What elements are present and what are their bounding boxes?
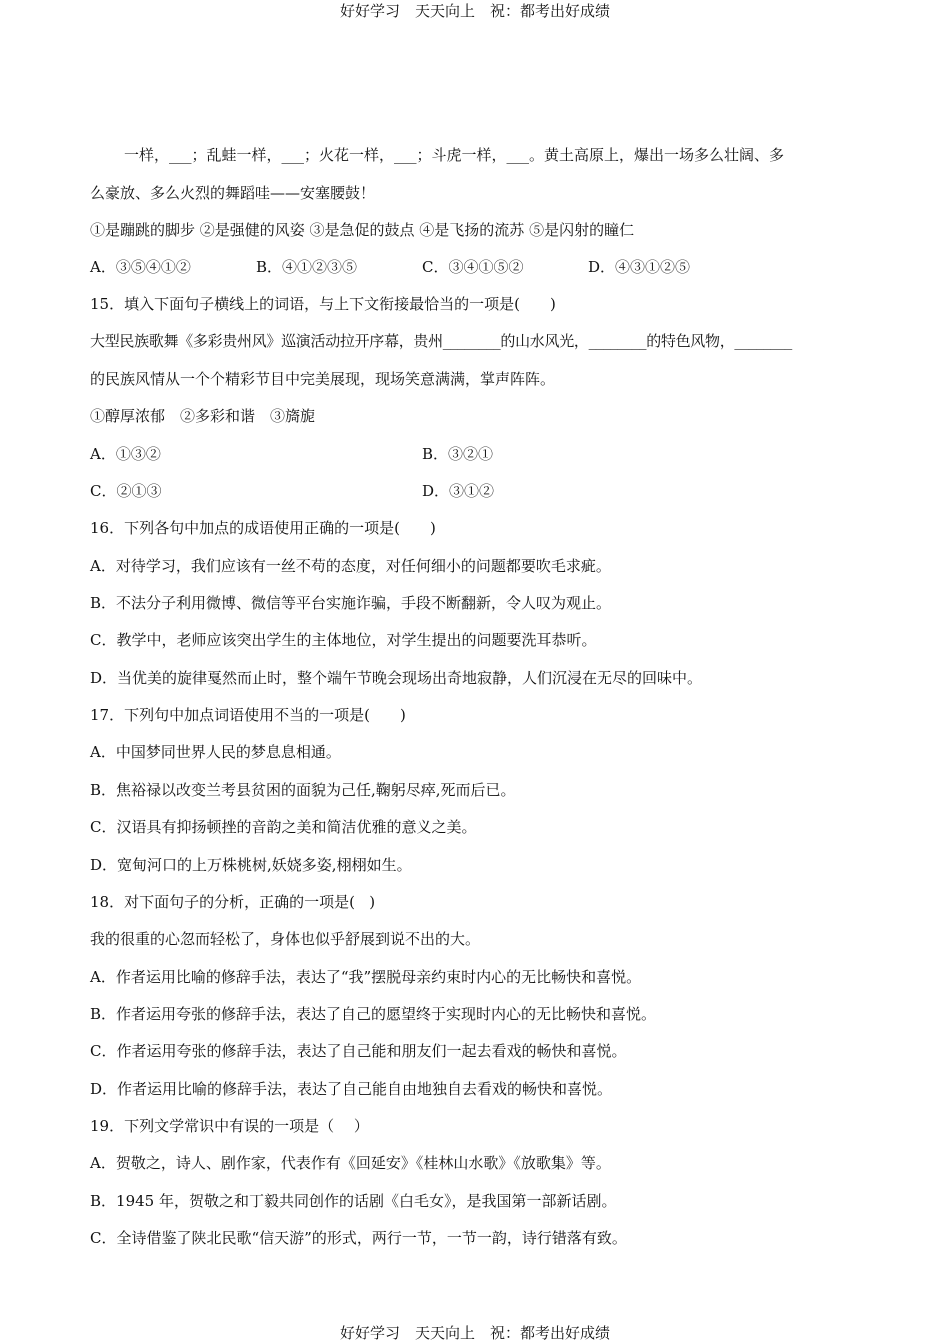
q17-option-b: B．焦裕禄以改变兰考县贫困的面貌为己任,鞠躬尽瘁,死而后已。 [90,781,516,799]
q16-option-d: D．当优美的旋律戛然而止时，整个端午节晚会现场出奇地寂静，人们沉浸在无尽的回味中。 [90,669,703,687]
q17-option-d: D．宽甸河口的上万株桃树,妖娆多姿,栩栩如生。 [90,856,412,874]
q19-option-b: B．1945 年，贺敬之和丁毅共同创作的话剧《白毛女》，是我国第一部新话剧。 [90,1192,617,1210]
q14-option-d: D．④③①②⑤ [588,258,691,276]
q18-option-a: A．作者运用比喻的修辞手法，表达了“我”摆脱母亲约束时内心的无比畅快和喜悦。 [90,968,642,986]
q15-text-line2: 的民族风情从一个个精彩节目中完美展现，现场笑意满满，掌声阵阵。 [90,370,556,388]
q14-choices: ①是蹦跳的脚步 ②是强健的风姿 ③是急促的鼓点 ④是飞扬的流苏 ⑤是闪射的瞳仁 [90,221,635,239]
q19-stem: 19．下列文学常识中有误的一项是（ ） [90,1117,369,1135]
q14-option-c: C．③④①⑤② [422,258,524,276]
q19-option-a: A．贺敬之，诗人、剧作家，代表作有《回延安》《桂林山水歌》《放歌集》等。 [90,1154,611,1172]
q14-text-line1: 一样，___；乱蛙一样，___；火花一样，___；斗虎一样，___。黄土高原上，爆出一场多么壮阔、多 [124,146,785,164]
page-footer: 好好学习 天天向上 祝：都考出好成绩 [339,1324,610,1342]
q17-option-c: C．汉语具有抑扬顿挫的音韵之美和简洁优雅的意义之美。 [90,818,477,836]
q19-option-c: C．全诗借鉴了陕北民歌“信天游”的形式，两行一节，一节一韵，诗行错落有致。 [90,1229,627,1247]
q15-option-a: A．①③② [90,445,161,463]
q15-text-line1: 大型民族歌舞《多彩贵州风》巡演活动拉开序幕，贵州________的山水风光，________的特色风物，________ [90,332,793,350]
q18-stem: 18．对下面句子的分析，正确的一项是( ) [90,893,376,911]
q18-option-c: C．作者运用夸张的修辞手法，表达了自己能和朋友们一起去看戏的畅快和喜悦。 [90,1042,627,1060]
q16-option-c: C．教学中，老师应该突出学生的主体地位，对学生提出的问题要洗耳恭听。 [90,631,597,649]
q15-option-d: D．③①② [422,482,495,500]
q18-sentence: 我的很重的心忽而轻松了，身体也似乎舒展到说不出的大。 [90,930,481,948]
q18-option-b: B．作者运用夸张的修辞手法，表达了自己的愿望终于实现时内心的无比畅快和喜悦。 [90,1005,657,1023]
page-header: 好好学习 天天向上 祝：都考出好成绩 [339,2,610,20]
q16-stem: 16．下列各句中加点的成语使用正确的一项是( ) [90,519,436,537]
q15-option-b: B．③②① [422,445,494,463]
q18-option-d: D．作者运用比喻的修辞手法，表达了自己能自由地独自去看戏的畅快和喜悦。 [90,1080,613,1098]
q14-option-b: B．④①②③⑤ [256,258,358,276]
q15-option-c: C．②①③ [90,482,162,500]
q16-option-b: B．不法分子利用微博、微信等平台实施诈骗，手段不断翻新，令人叹为观止。 [90,594,612,612]
q15-choices: ①醇厚浓郁 ②多彩和谐 ③旖旎 [90,407,316,425]
q17-option-a: A．中国梦同世界人民的梦息息相通。 [90,743,341,761]
q17-stem: 17．下列句中加点词语使用不当的一项是( ) [90,706,406,724]
q14-option-a: A．③⑤④①② [90,258,191,276]
q14-text-line2: 么豪放、多么火烈的舞蹈哇——安塞腰鼓！ [90,184,376,202]
q16-option-a: A．对待学习，我们应该有一丝不苟的态度，对任何细小的问题都要吹毛求疵。 [90,557,611,575]
q15-stem: 15．填入下面句子横线上的词语，与上下文衔接最恰当的一项是( ) [90,295,556,313]
